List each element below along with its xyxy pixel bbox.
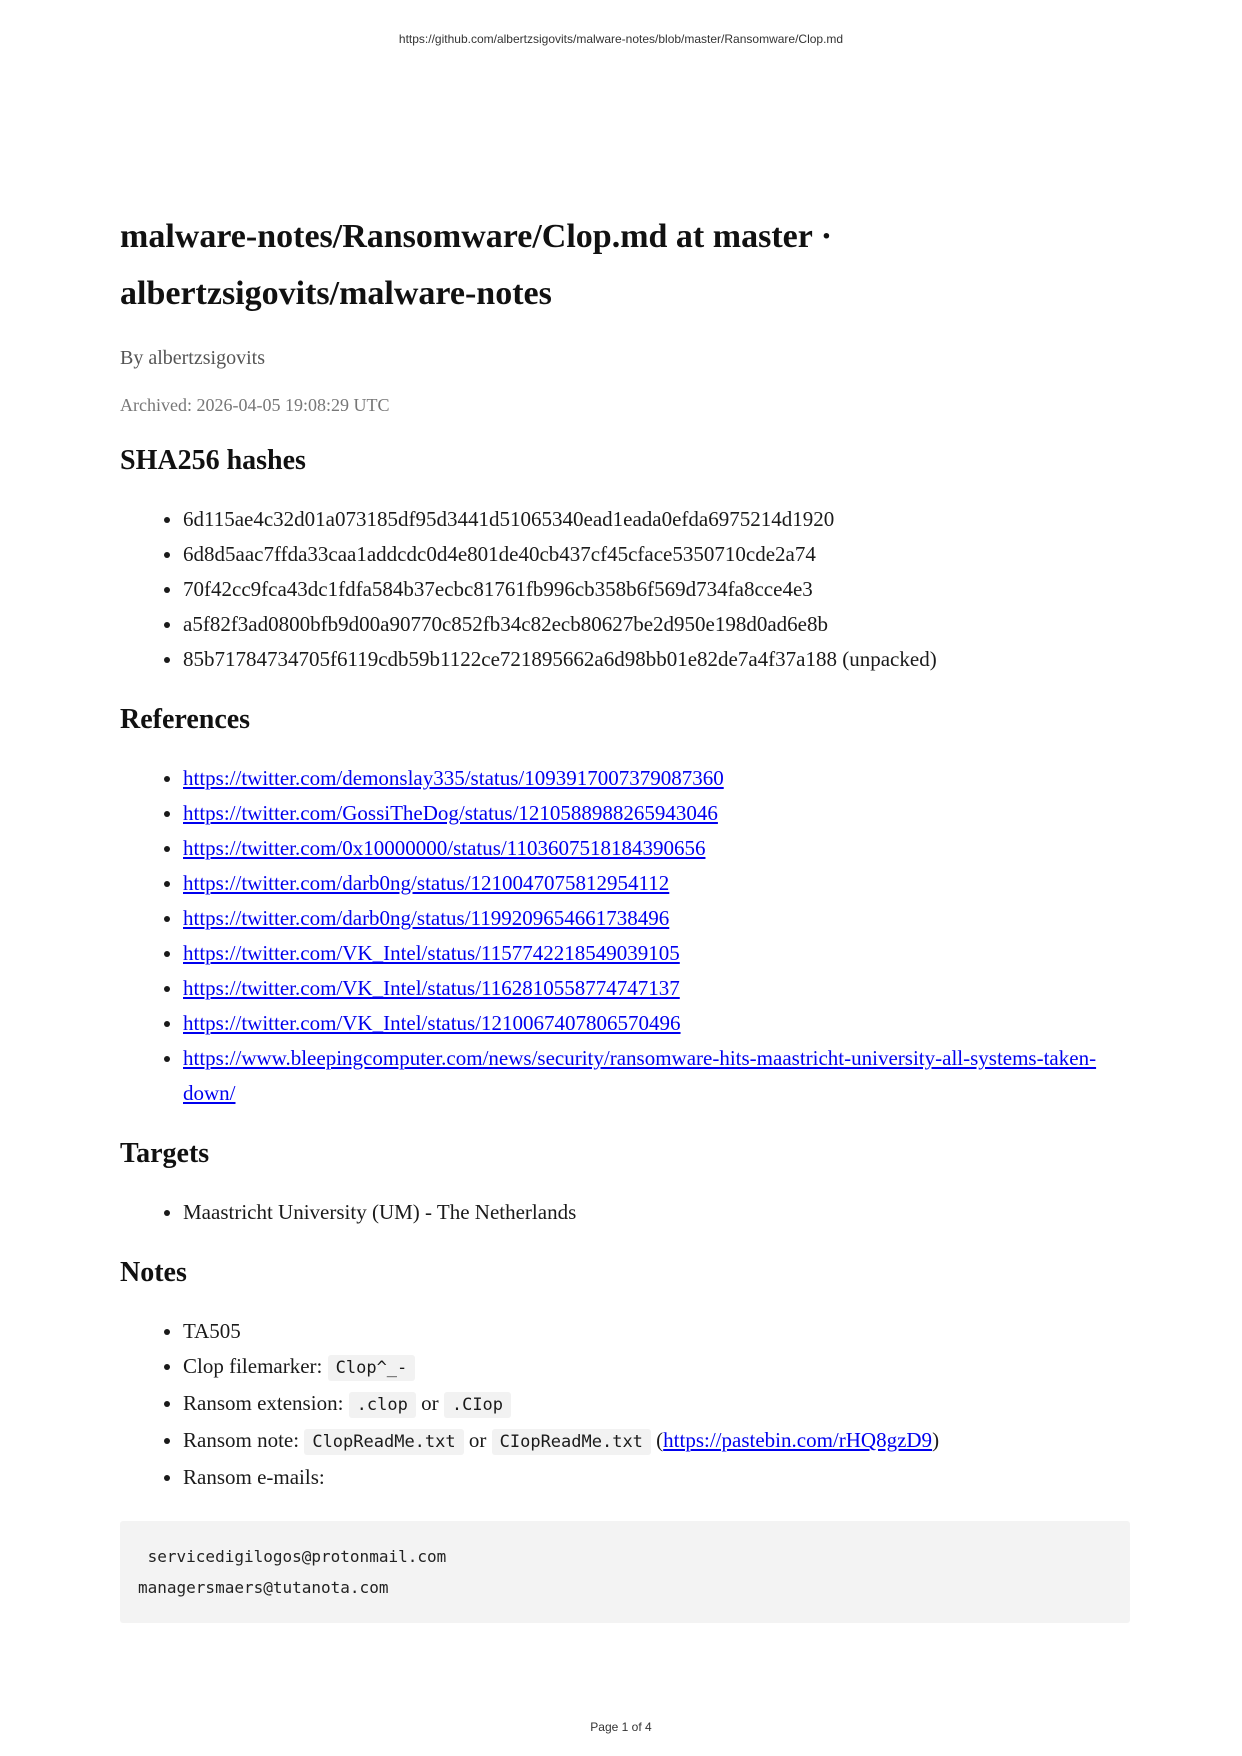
source-url: https://github.com/albertzsigovits/malware-notes/blob/master/Ransomware/Clop.md (398, 32, 844, 46)
paren-open: ( (656, 1428, 664, 1452)
list-item (183, 971, 1130, 1006)
list-item: • 6d8d5aac7ffda33caa1addcdc0d4e801de40cb437cf45cface5350710cde2a74 (183, 537, 1130, 572)
emails-code-block (120, 1521, 1130, 1623)
sha-list (120, 502, 1130, 677)
email-line: managersmaers@tutanota.com (138, 1578, 389, 1597)
list-item: • 70f42cc9fca43dc1fdfa584b37ecbc81761fb996cb358b6f569d734fa8cce4e3 (183, 572, 1130, 607)
list-item: • Maastricht University (UM) - The Netherlands (183, 1195, 1130, 1230)
targets-heading: Targets (120, 1138, 210, 1169)
pastebin-link[interactable]: https://pastebin.com/rHQ8gzD9 (663, 1428, 933, 1452)
reference-link[interactable]: https://twitter.com/VK_Intel/status/1162810558774747137 (183, 976, 680, 1000)
page-title (120, 208, 1130, 322)
list-item (183, 1006, 1130, 1041)
reference-link[interactable]: https://twitter.com/darb0ng/status/1210047075812954112 (183, 871, 670, 895)
or-text: or (421, 1391, 439, 1415)
archived-date: Archived: 2026-04-05 19:08:29 UTC (120, 395, 390, 415)
list-item (183, 1386, 1130, 1423)
sha-heading: SHA256 hashes (120, 445, 306, 476)
filemarker-label: Clop filemarker: (183, 1354, 323, 1378)
title-line-2: albertzsigovits/malware-notes (120, 275, 552, 312)
notes-list (120, 1314, 1130, 1495)
reference-link[interactable]: https://twitter.com/GossiTheDog/status/1210588988265943046 (183, 801, 718, 825)
list-item (183, 901, 1130, 936)
byline: By albertzsigovits (120, 347, 265, 369)
ransom-note-label: Ransom note: (183, 1428, 300, 1452)
reference-link[interactable]: https://twitter.com/VK_Intel/status/1210067407806570496 (183, 1011, 681, 1035)
list-item (183, 761, 1130, 796)
list-item (183, 866, 1130, 901)
notes-heading: Notes (120, 1257, 187, 1288)
list-item (183, 796, 1130, 831)
references-heading: References (120, 704, 251, 735)
list-item: • 6d115ae4c32d01a073185df95d3441d51065340ead1eada0efda6975214d1920 (183, 502, 1130, 537)
extension-code: .CIop (444, 1392, 511, 1418)
filemarker-code: Clop^_- (328, 1355, 416, 1381)
extension-code: .clop (349, 1392, 416, 1418)
list-item (183, 936, 1130, 971)
list-item: • TA505 (183, 1314, 1130, 1349)
document-body (120, 208, 1130, 1623)
list-item: • a5f82f3ad0800bfb9d00a90770c852fb34c82ecb80627be2d950e198d0ad6e8b (183, 607, 1130, 642)
reference-link[interactable]: https://twitter.com/VK_Intel/status/1157742218549039105 (183, 941, 680, 965)
list-item (183, 1423, 1130, 1460)
extension-label: Ransom extension: (183, 1391, 344, 1415)
paren-close: ) (932, 1428, 940, 1452)
reference-link[interactable]: https://www.bleepingcomputer.com/news/security/ransomware-hits-maastricht-university-all-systems-taken-down/ (183, 1046, 1097, 1105)
page-number: Page 1 of 4 (590, 1720, 652, 1734)
title-line-1: malware-notes/Ransomware/Clop.md at master · (120, 218, 833, 255)
email-line: servicedigilogos@protonmail.com (138, 1547, 447, 1566)
list-item (183, 1041, 1130, 1111)
ransom-note-code: CIopReadMe.txt (492, 1429, 651, 1455)
reference-link[interactable]: https://twitter.com/demonslay335/status/1093917007379087360 (183, 766, 724, 790)
list-item: • 85b71784734705f6119cdb59b1122ce721895662a6d98bb01e82de7a4f37a188 (unpacked) (183, 642, 1130, 677)
or-text: or (468, 1428, 487, 1452)
ransom-note-code: ClopReadMe.txt (304, 1429, 463, 1455)
reference-link[interactable]: https://twitter.com/darb0ng/status/1199209654661738496 (183, 906, 670, 930)
reference-link[interactable]: https://twitter.com/0x10000000/status/1103607518184390656 (183, 836, 706, 860)
references-list (120, 761, 1130, 1111)
list-item (183, 1349, 1130, 1386)
list-item: • Ransom e-mails: (183, 1460, 1130, 1495)
targets-list (120, 1195, 1130, 1230)
list-item (183, 831, 1130, 866)
